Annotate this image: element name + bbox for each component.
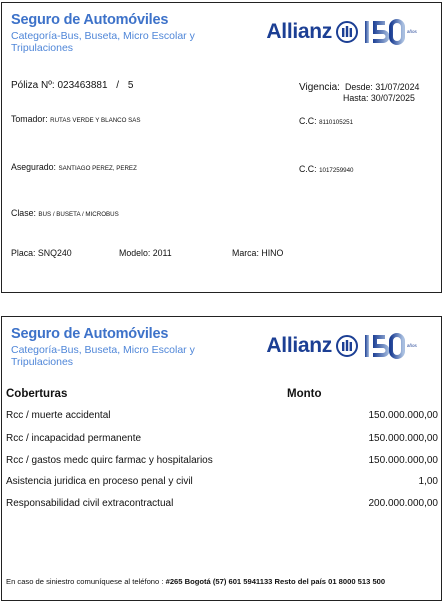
poliza-number: 023463881 — [57, 80, 108, 91]
card-title: Seguro de Automóviles — [11, 326, 169, 342]
coverage-row — [6, 455, 438, 469]
desde-value: 31/07/2024 — [375, 82, 420, 92]
coverage-amount: 150.000.000,00 — [368, 455, 438, 466]
policy-card — [1, 2, 442, 293]
marca-value: HINO — [261, 248, 284, 258]
clase-row — [11, 208, 119, 218]
vigencia-label: Vigencia: — [299, 82, 340, 93]
asegurado-cc-row — [299, 164, 353, 174]
modelo-row — [119, 248, 172, 258]
tomador-value: RUTAS VERDE Y BLANCO SAS — [50, 117, 141, 124]
coverage-name: Rcc / gastos medc quirc farmac y hospitalarios — [6, 455, 213, 466]
coverage-row — [6, 410, 438, 424]
coverage-row — [6, 476, 438, 490]
clase-label: Clase: — [11, 208, 36, 218]
anniversary-word: años — [407, 343, 417, 348]
coverage-name: Asistencia juridica en proceso penal y civil — [6, 476, 193, 487]
anniversary-150-icon — [363, 17, 429, 47]
footer-phones: #265 Bogotá (57) 601 5941133 Resto del país 01 8000 513 500 — [165, 577, 386, 586]
monto-header: Monto — [287, 388, 322, 400]
poliza-separator: / — [116, 80, 120, 91]
asegurado-row — [11, 162, 137, 172]
desde-row — [345, 82, 419, 92]
tomador-label: Tomador: — [11, 114, 48, 124]
anniversary-150-logo — [363, 331, 429, 361]
desde-label: Desde: — [345, 82, 373, 92]
allianz-brand — [266, 17, 429, 47]
anniversary-150-icon — [363, 331, 429, 361]
placa-row — [11, 248, 72, 258]
coverage-row — [6, 433, 438, 447]
marca-label: Marca: — [232, 248, 259, 258]
claims-footer — [6, 577, 385, 586]
hasta-label: Hasta: — [343, 93, 369, 103]
policy-number-row — [11, 80, 133, 91]
coverage-name: Responsabilidad civil extracontractual — [6, 498, 174, 509]
coverage-amount: 150.000.000,00 — [368, 410, 438, 421]
vigencia-row — [299, 82, 340, 93]
modelo-value: 2011 — [152, 248, 172, 258]
tomador-cc-value: 8110105251 — [319, 119, 354, 126]
footer-text: En caso de siniestro comuníquese al teléfono : — [6, 577, 164, 586]
hasta-value: 30/07/2025 — [370, 93, 415, 103]
placa-value: SNQ240 — [37, 248, 72, 258]
allianz-eagle-icon — [336, 21, 358, 43]
anniversary-word: años — [407, 29, 417, 34]
brand-name: Allianz — [266, 334, 332, 357]
coverage-amount: 200.000.000,00 — [368, 498, 438, 509]
asegurado-value: SANTIAGO PEREZ, PEREZ — [58, 165, 137, 172]
modelo-label: Modelo: — [119, 248, 151, 258]
marca-row — [232, 248, 283, 258]
tomador-row — [11, 114, 141, 124]
asegurado-cc-label: C.C: — [299, 164, 317, 174]
hasta-row — [343, 93, 415, 103]
coverage-amount: 1,00 — [418, 476, 438, 487]
poliza-suffix: 5 — [127, 80, 134, 91]
allianz-brand — [266, 331, 429, 361]
card-subtitle: Categoría-Bus, Buseta, Micro Escolar y Tripulaciones — [11, 30, 195, 54]
brand-name: Allianz — [266, 20, 332, 43]
asegurado-cc-value: 1017259940 — [319, 167, 354, 174]
tomador-cc-label: C.C: — [299, 116, 317, 126]
coverage-card — [1, 316, 442, 601]
card-title: Seguro de Automóviles — [11, 12, 169, 28]
coberturas-header: Coberturas — [6, 388, 68, 400]
tomador-cc-row — [299, 116, 353, 126]
placa-label: Placa: — [11, 248, 36, 258]
card-subtitle: Categoría-Bus, Buseta, Micro Escolar y Tripulaciones — [11, 344, 195, 368]
anniversary-150-logo — [363, 17, 429, 47]
poliza-label: Póliza Nº: — [11, 80, 55, 91]
allianz-eagle-icon — [336, 335, 358, 357]
coverage-name: Rcc / muerte accidental — [6, 410, 111, 421]
clase-value: BUS / BUSETA / MICROBUS — [38, 211, 119, 218]
coverage-amount: 150.000.000,00 — [368, 433, 438, 444]
asegurado-label: Asegurado: — [11, 162, 56, 172]
coverage-row — [6, 498, 438, 512]
coverage-name: Rcc / incapacidad permanente — [6, 433, 142, 444]
